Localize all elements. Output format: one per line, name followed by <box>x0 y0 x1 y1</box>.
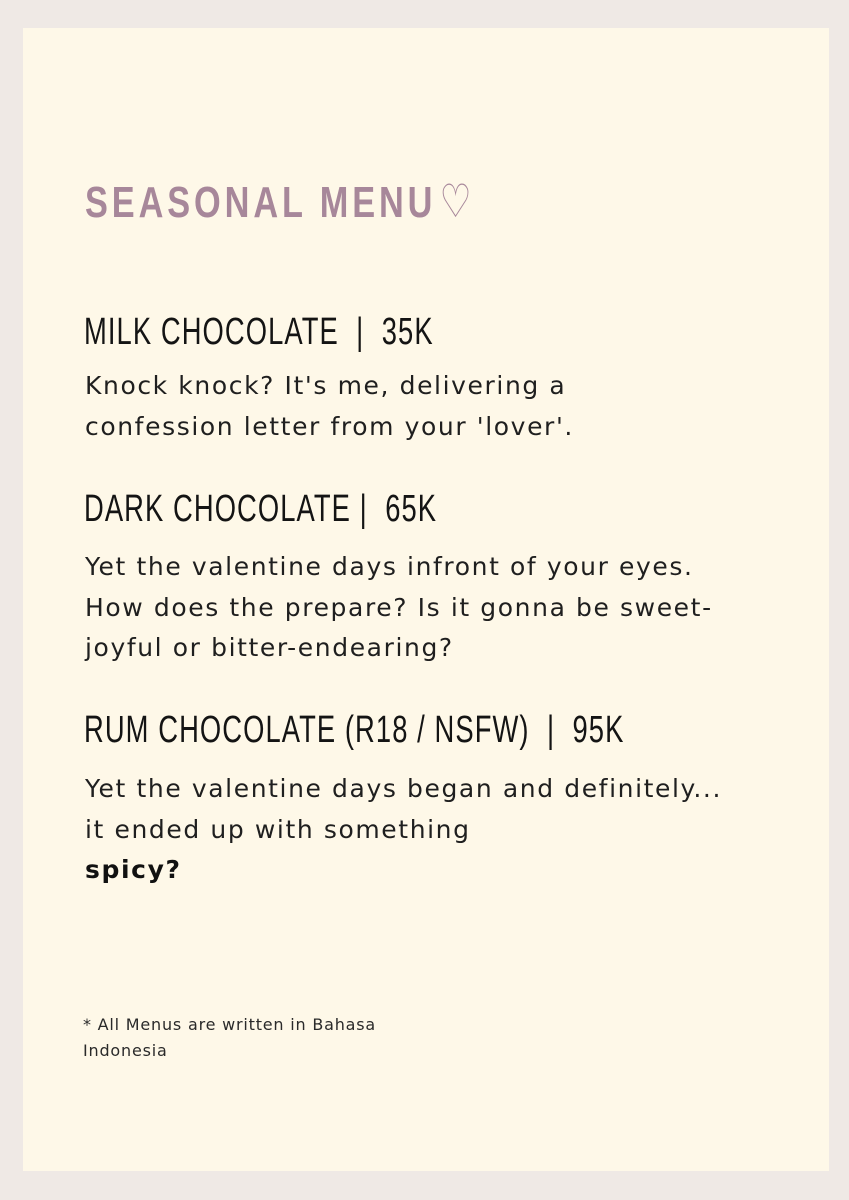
menu-item-description-milk-chocolate: Knock knock? It's me, delivering a confession letter from your 'lover'. <box>85 371 574 441</box>
menu-item-heading-rum-chocolate: RUM CHOCOLATE (R18 / NSFW) | 95K <box>84 709 625 751</box>
menu-item-description-dark-chocolate: Yet the valentine days infront of your eyes. How does the prepare? Is it gonna be sweet-joyful or bitter-endearing? <box>85 552 713 662</box>
footnote: * All Menus are written in Bahasa Indonesia <box>83 1015 376 1060</box>
page-title <box>85 176 472 228</box>
menu-page <box>23 28 829 1171</box>
menu-item-heading-milk-chocolate: MILK CHOCOLATE | 35K <box>84 311 434 353</box>
heart-outline-icon: ♡ <box>439 174 472 228</box>
menu-item-description-rum-chocolate <box>85 769 725 891</box>
rum-chocolate-description-emphasis: spicy? <box>85 855 182 884</box>
menu-item-heading-dark-chocolate: DARK CHOCOLATE | 65K <box>84 488 438 530</box>
page-title-text: SEASONAL MENU <box>85 178 437 227</box>
rum-chocolate-description-text: Yet the valentine days began and definitely... it ended up with something <box>85 774 723 844</box>
